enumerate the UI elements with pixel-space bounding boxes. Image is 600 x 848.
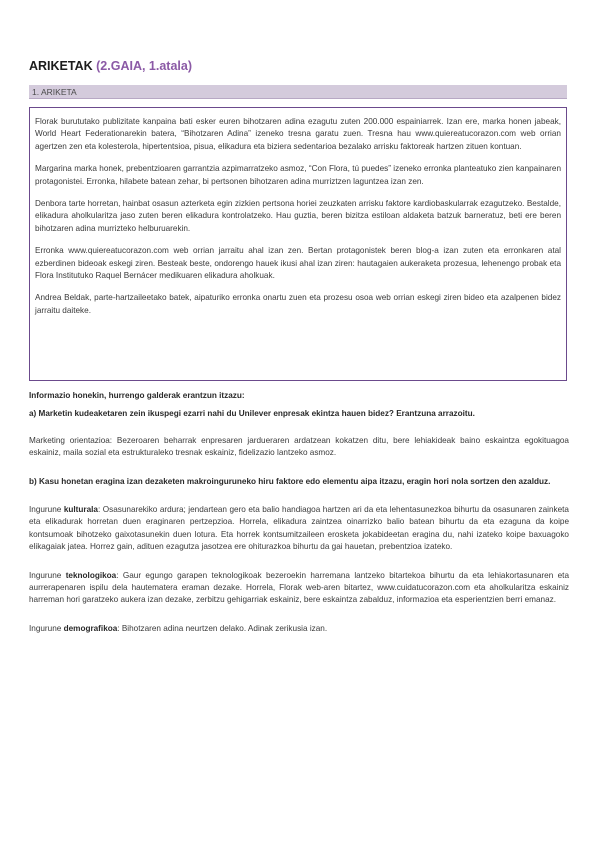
- env-demo-label: demografikoa: [63, 623, 118, 633]
- case-paragraph: Margarina marka honek, prebentzioaren garrantzia azpimarratzeko asmoz, “Con Flora, tú puedes” izeneko erronka planteatuko zien kanpainaren protagonistei. Erronka, hilabete batean zehar, bi pertsonen bihotzaren adina murriztzen laguntzea izan zen.: [35, 164, 561, 186]
- case-paragraph: Erronka www.quiereatucorazon.com web orrian jarraitu ahal izan zen. Bertan protagonistek beren blog-a izan zuten eta erronkaren atal ezberdinen bideoak eskegi ziren. Besteak beste, ondorengo hauek ikusi ahal izan ziren: hautagaien aukeraketa prozesua, lehenengo probak eta Flora Institutuko Raquel Bernácer medikuaren elikadura aholkuak.: [35, 246, 561, 281]
- answer-a: Marketing orientazioa: Bezeroaren beharrak enpresaren jardueraren ardatzean kokatzen ditu, bere lehiakideak baino eskaintza egokituagoa eskainiz, maila sozial eta estrukturaleko tresnak eskainiz, fidelizazio lantzeko asmoz.: [29, 435, 569, 458]
- title-main: ARIKETAK: [29, 59, 93, 73]
- env-prefix: Ingurune: [29, 505, 64, 515]
- env-cultural-text: : Osasunarekiko ardura; jendartean gero eta balio handiagoa hartzen ari da eta lehentasunezkoa bihurtu da osasunaren zainketa eta elikadurak horretan duen eraginaren pertzepzioa. Horrela, elikadura zaintzea oinarrizko balio batean bihurtu da eta ezaguna da koipe kontsumoak bihotzeko gaixotasunekin duen lotura. Eta horrek kontsumitzaileen erosketa jokabideetan eragina du, nahi izateko koipe baxuagoko elikagaiak jatea. Horrez gain, adituen ezagutza jasotzea ere ohiturazkoa bihurtu da gai hauetan, prebentzioa izateko.: [29, 505, 569, 552]
- question-b: b) Kasu honetan eragina izan dezaketen makroinguruneko hiru faktore edo elementu aipa itzazu, eragin hori nola sortzen den azalduz.: [29, 476, 551, 486]
- case-paragraph: Andrea Beldak, parte-hartzaileetako batek, aipaturiko erronka onartu zuen eta prozesu osoa web orrian eskegi ziren bideo eta azalpenen bidez jarraitu daiteke.: [35, 293, 561, 315]
- case-study-box: [29, 107, 567, 381]
- env-prefix: Ingurune: [29, 623, 64, 633]
- answer-technological: [29, 570, 569, 607]
- question-a: a) Marketin kudeaketaren zein ikuspegi ezarri nahi du Unilever enpresak ekintza hauen bidez? Erantzuna arrazoitu.: [29, 409, 475, 419]
- env-demo-text: : Bihotzaren adina neurtzen delako. Adinak zerikusia izan.: [117, 623, 328, 633]
- env-tech-text: : Gaur egungo garapen teknologikoak bezeroekin harremana lantzeko bitartekoa bihurtu da eta lehiakortasunaren eta aurrerapenaren ispilu dela hautematera eraman dezake. Horrela, Florak web-aren bitartez, www.cuidatucorazon.com eta aholkularitza eskainiz harreman hori garatzeko aukera izan dezake, zerbitzu gehigarriak eskainiz, bere eskaintza zabalduz, informazioa eta esperientzien berri emanaz.: [29, 570, 569, 605]
- page-title: [29, 59, 192, 73]
- env-tech-label: teknologikoa: [65, 570, 117, 580]
- env-cultural-label: kulturala: [63, 505, 98, 515]
- answer-demographic: [29, 623, 569, 635]
- section-header: 1. ARIKETA: [29, 85, 567, 99]
- env-prefix: Ingurune: [29, 570, 66, 580]
- title-section-ref: (2.GAIA, 1.atala): [96, 59, 193, 73]
- case-paragraph: Florak burututako publizitate kanpaina bati esker euren bihotzaren adina ezagutu zuten 200.000 espainiarrek. Izan ere, marka honen jabeak, World Heart Federationarekin batera, “Bihotzaren Adina” izeneko tresna garatu zuen. Tresna hau www.quiereatucorazon.com web orrian agertzen zen eta kolesterola, hipertentsioa, pisua, elikadura eta biziera sedentarioa bezalako arrisku faktoreak hartzen zituen kontuan.: [35, 117, 561, 151]
- questions-section: [29, 390, 569, 635]
- instruction-text: Informazio honekin, hurrengo galderak erantzun itzazu:: [29, 391, 245, 400]
- answer-cultural: [29, 504, 569, 554]
- case-paragraph: Denbora tarte horretan, hainbat osasun azterketa egin zizkien pertsona horiei zeuzkaten arrisku faktore kardiobaskularrak ezagutzeko. Bestalde, elikadura aholkularitza jaso zuten beren elikadura kontrolatzeko. Hau guztia, beren bizitza estiloan aldaketa batzuk barneratuz, beti ere beren bihotzaren adina murrizteko helburuarekin.: [35, 199, 561, 233]
